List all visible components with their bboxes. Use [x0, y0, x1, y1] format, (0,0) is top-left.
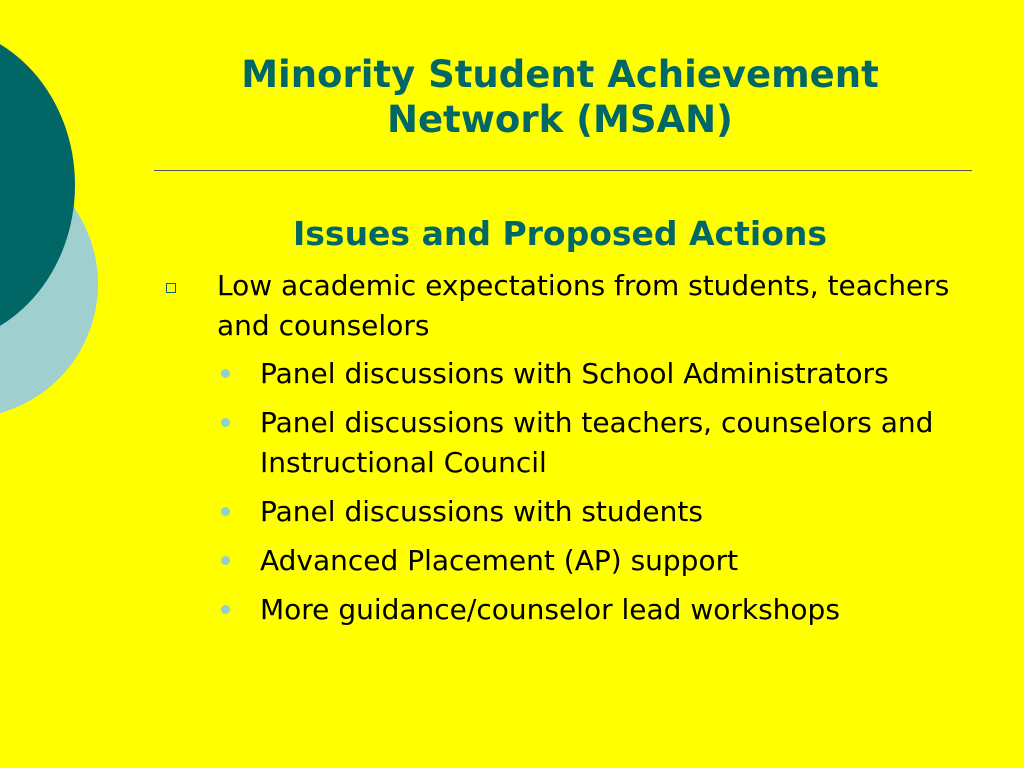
sub-bullet-item: [160, 354, 980, 394]
round-dot-bullet-icon: [221, 556, 230, 565]
title-divider: [154, 170, 972, 171]
sub-bullet-item: [160, 541, 980, 581]
hollow-square-bullet-icon: [166, 283, 176, 293]
sub-bullet-text: Panel discussions with School Administrators: [260, 357, 889, 390]
sub-bullet-text: Advanced Placement (AP) support: [260, 544, 739, 577]
slide-title: [150, 52, 970, 142]
round-dot-bullet-icon: [221, 369, 230, 378]
sub-bullet-text: Panel discussions with teachers, counselors and Instructional Council: [260, 406, 934, 479]
round-dot-bullet-icon: [221, 507, 230, 516]
sub-bullet-item: [160, 492, 980, 532]
sub-bullet-item: [160, 590, 980, 630]
bullet-item: [160, 266, 980, 346]
slide-title-line1: Minority Student Achievement: [241, 53, 879, 96]
sub-bullet-text: Panel discussions with students: [260, 495, 703, 528]
sub-bullet-text: More guidance/counselor lead workshops: [260, 593, 840, 626]
round-dot-bullet-icon: [221, 605, 230, 614]
sub-bullet-item: [160, 403, 980, 483]
slide-title-line2: Network (MSAN): [387, 98, 733, 141]
slide-subtitle: Issues and Proposed Actions: [293, 214, 827, 253]
bullet-item-text: Low academic expectations from students, teachers and counselors: [217, 269, 950, 342]
bullet-list: [160, 266, 980, 639]
round-dot-bullet-icon: [221, 418, 230, 427]
